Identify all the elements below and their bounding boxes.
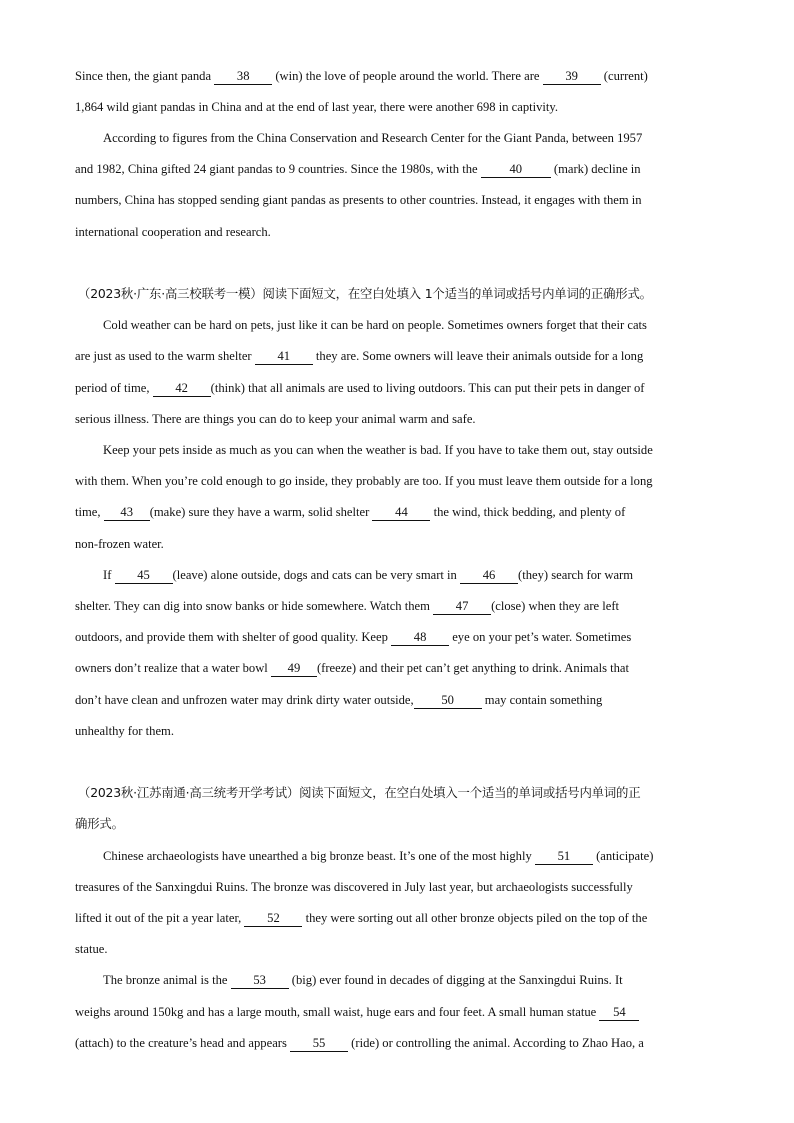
- answer-blank-38[interactable]: 38: [214, 68, 272, 85]
- answer-blank-51[interactable]: 51: [535, 848, 593, 865]
- passage-line: lifted it out of the pit a year later, 52 they were sorting out all other bronze objects piled on the top of the: [75, 911, 648, 925]
- passage-line: 1,864 wild giant pandas in China and at the end of last year, there were another 698 in captivity.: [75, 100, 559, 114]
- passage-line: Chinese archaeologists have unearthed a big bronze beast. It’s one of the most highly 51 (anticipate): [103, 849, 654, 863]
- passage-line: treasures of the Sanxingdui Ruins. The bronze was discovered in July last year, but archaeologists successfully: [75, 880, 633, 894]
- section-heading-continued: 确形式。: [75, 816, 124, 831]
- passage-line: owners don’t realize that a water bowl 49 (freeze) and their pet can’t get anything to drink. Animals that: [75, 661, 630, 675]
- answer-blank-55[interactable]: 55: [290, 1035, 348, 1052]
- answer-blank-41[interactable]: 41: [255, 348, 313, 365]
- answer-blank-54[interactable]: 54: [599, 1004, 639, 1021]
- passage-line: If 45 (leave) alone outside, dogs and cats can be very smart in 46 (they) search for warm: [103, 568, 634, 582]
- passage-line: unhealthy for them.: [75, 724, 174, 738]
- passage-line: period of time, 42 (think) that all animals are used to living outdoors. This can put their pets in danger of: [75, 381, 645, 395]
- answer-blank-45[interactable]: 45: [115, 567, 173, 584]
- passage-line: weighs around 150kg and has a large mouth, small waist, huge ears and four feet. A small human statue 54: [75, 1002, 719, 1022]
- passage-line: outdoors, and provide them with shelter of good quality. Keep 48 eye on your pet’s water. Sometimes: [75, 630, 632, 644]
- passage-line: and 1982, China gifted 24 giant pandas to 9 countries. Since the 1980s, with the 40 (mark) decline in: [75, 162, 641, 176]
- passage-line: are just as used to the warm shelter 41 they are. Some owners will leave their animals outside for a long: [75, 349, 644, 363]
- answer-blank-49[interactable]: 49: [271, 660, 317, 677]
- answer-blank-47[interactable]: 47: [433, 598, 491, 615]
- answer-blank-40[interactable]: 40: [481, 161, 551, 178]
- section-heading: （2023秋·广东·高三校联考一模）阅读下面短文，在空白处填入 1个适当的单词或括号内单词的正确形式。: [78, 286, 652, 301]
- passage-line: According to figures from the China Conservation and Research Center for the Giant Panda, between 1957: [103, 131, 643, 145]
- passage-line: The bronze animal is the 53 (big) ever found in decades of digging at the Sanxingdui Ruins. It: [103, 973, 623, 987]
- answer-blank-52[interactable]: 52: [244, 910, 302, 927]
- answer-blank-42[interactable]: 42: [153, 380, 211, 397]
- passage-line: non-frozen water.: [75, 537, 164, 551]
- passage-line: don’t have clean and unfrozen water may drink dirty water outside, 50 may contain something: [75, 693, 603, 707]
- passage-line: shelter. They can dig into snow banks or hide somewhere. Watch them 47 (close) when they are left: [75, 599, 620, 613]
- passage-line: time, 43 (make) sure they have a warm, solid shelter 44 the wind, thick bedding, and plenty of: [75, 505, 626, 519]
- passage-line: international cooperation and research.: [75, 225, 271, 239]
- passage-line: Since then, the giant panda 38 (win) the love of people around the world. There are 39 (current): [75, 69, 648, 83]
- answer-blank-53[interactable]: 53: [231, 972, 289, 989]
- answer-blank-39[interactable]: 39: [543, 68, 601, 85]
- passage-line: Keep your pets inside as much as you can when the weather is bad. If you have to take them out, stay outside: [103, 443, 653, 457]
- section-heading: （2023秋·江苏南通·高三统考开学考试）阅读下面短文，在空白处填入一个适当的单词或括号内单词的正: [78, 785, 641, 800]
- answer-blank-50[interactable]: 50: [414, 692, 482, 709]
- passage-line: serious illness. There are things you can do to keep your animal warm and safe.: [75, 412, 476, 426]
- passage-line: statue.: [75, 942, 108, 956]
- answer-blank-48[interactable]: 48: [391, 629, 449, 646]
- passage-line: (attach) to the creature’s head and appears 55 (ride) or controlling the animal. According to Zhao Hao, a: [75, 1036, 644, 1050]
- passage-line: Cold weather can be hard on pets, just like it can be hard on people. Sometimes owners forget that their cats: [103, 318, 647, 332]
- passage-line: with them. When you’re cold enough to go inside, they probably are too. If you must leave them outside for a long: [75, 474, 653, 488]
- answer-blank-44[interactable]: 44: [372, 504, 430, 521]
- answer-blank-46[interactable]: 46: [460, 567, 518, 584]
- passage-line: numbers, China has stopped sending giant pandas as presents to other countries. Instead, it engages with them in: [75, 193, 642, 207]
- answer-blank-43[interactable]: 43: [104, 504, 150, 521]
